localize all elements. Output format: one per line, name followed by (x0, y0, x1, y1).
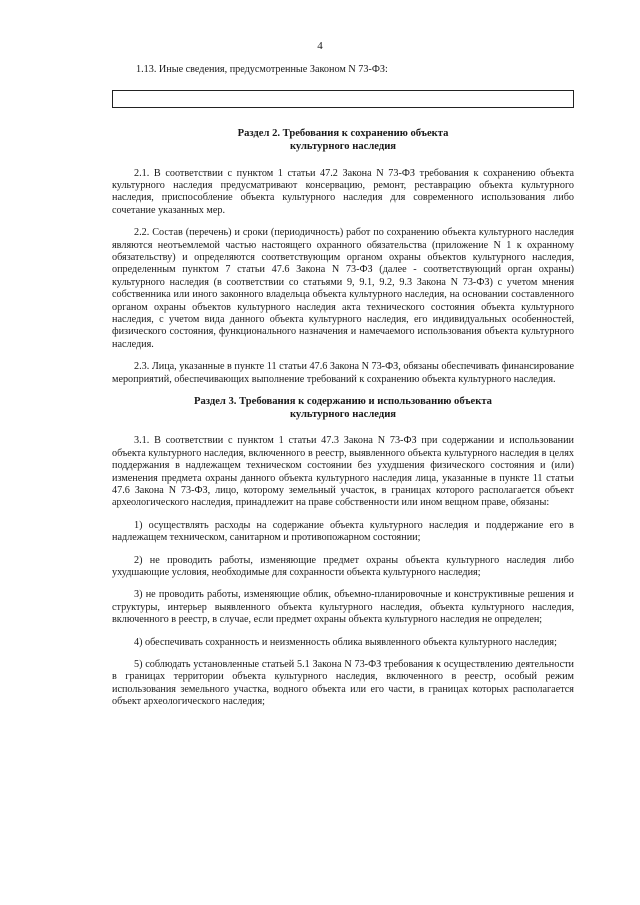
section-3-heading (112, 396, 574, 421)
obligation-item-5: 5) соблюдать установленные статьей 5.1 Закона N 73-ФЗ требования к осуществлению деятельности в границах территории объекта культурного наследия, включенного в реестр, особый режим использования земельного участка, водного объекта или его части, в границах которых располагается объект археологического наследия; (112, 658, 574, 708)
section-2-heading (112, 128, 574, 153)
page-number: 4 (317, 40, 323, 52)
other-info-field (112, 90, 574, 108)
item-1-13: 1.13. Иные сведения, предусмотренные Законом N 73-ФЗ: (136, 64, 388, 75)
section-3-title-line2: культурного наследия (289, 408, 397, 420)
obligation-item-4: 4) обеспечивать сохранность и неизменность облика выявленного объекта культурного наследия; (134, 636, 557, 648)
document-body (112, 64, 574, 719)
section-2-title-line2: культурного наследия (289, 141, 397, 152)
obligation-item-2: 2) не проводить работы, изменяющие предмет охраны объекта культурного наследия либо ухудшающие условия, необходимые для сохранности объекта культурного наследия; (112, 554, 574, 578)
paragraph-2-3: 2.3. Лица, указанные в пункте 11 статьи 47.6 Закона N 73-ФЗ, обязаны обеспечивать финансирование мероприятий, обеспечивающих выполнение требований к сохранению объекта культурного наследия. (112, 361, 574, 385)
obligation-item-3: 3) не проводить работы, изменяющие облик, объемно-планировочные и конструктивные решения и структуры, интерьер выявленного объекта культурного наследия, объекта культурного наследия, включенного в реестр, в случае, если предмет охраны объекта культурного наследия не определен; (112, 589, 574, 626)
paragraph-3-1: 3.1. В соответствии с пунктом 1 статьи 47.3 Закона N 73-ФЗ при содержании и использовании объекта культурного наследия, включенного в реестр, выявленного объекта культурного наследия в целях поддержания в надлежащем техническом состоянии без ухудшения физического состояния и (или) изменения предмета охраны данного объекта культурного наследия лица, указанные в пункте 11 статьи 47.6 Закона N 73-ФЗ, лицо, которому земельный участок, в границах которого располагается объект археологического наследия, принадлежит на праве собственности или ином вещном праве, обязаны: (112, 435, 574, 509)
paragraph-2-2: 2.2. Состав (перечень) и сроки (периодичность) работ по сохранению объекта культурного наследия являются неотъемлемой частью настоящего охранного обязательства (приложение N 1 к охранному обязательству) и определяются соответствующим органом охраны объектов культурного наследия, определенным пунктом 7 статьи 47.6 Закона N 73-ФЗ (далее - соответствующий орган охраны) культурного наследия (в соответствии со статьями 9, 9.1, 9.2, 9.3 Закона N 73-ФЗ) с учетом мнения собственника или иного законного владельца объекта культурного наследия, на основании составленного органом охраны объектов культурного наследия акта технического состояния объекта культурного наследия, с учетом вида данного объекта культурного наследия, его индивидуальных особенностей, физического состояния, функционального назначения и намечаемого использования объекта культурного наследия. (112, 227, 574, 350)
obligation-item-1: 1) осуществлять расходы на содержание объекта культурного наследия и поддержание его в надлежащем техническом, санитарном и противопожарном состоянии; (112, 519, 574, 544)
paragraph-2-1: 2.1. В соответствии с пунктом 1 статьи 47.2 Закона N 73-ФЗ требования к сохранению объекта культурного наследия предусматривают консервацию, ремонт, реставрацию объекта культурного наследия, приспособление объекта культурного наследия для современного использования либо сочетание указанных мер. (112, 167, 574, 216)
section-2-title-line1: Раздел 2. Требования к сохранению объекта (237, 128, 449, 140)
section-3-title-line1: Раздел 3. Требования к содержанию и использованию объекта (194, 396, 492, 408)
